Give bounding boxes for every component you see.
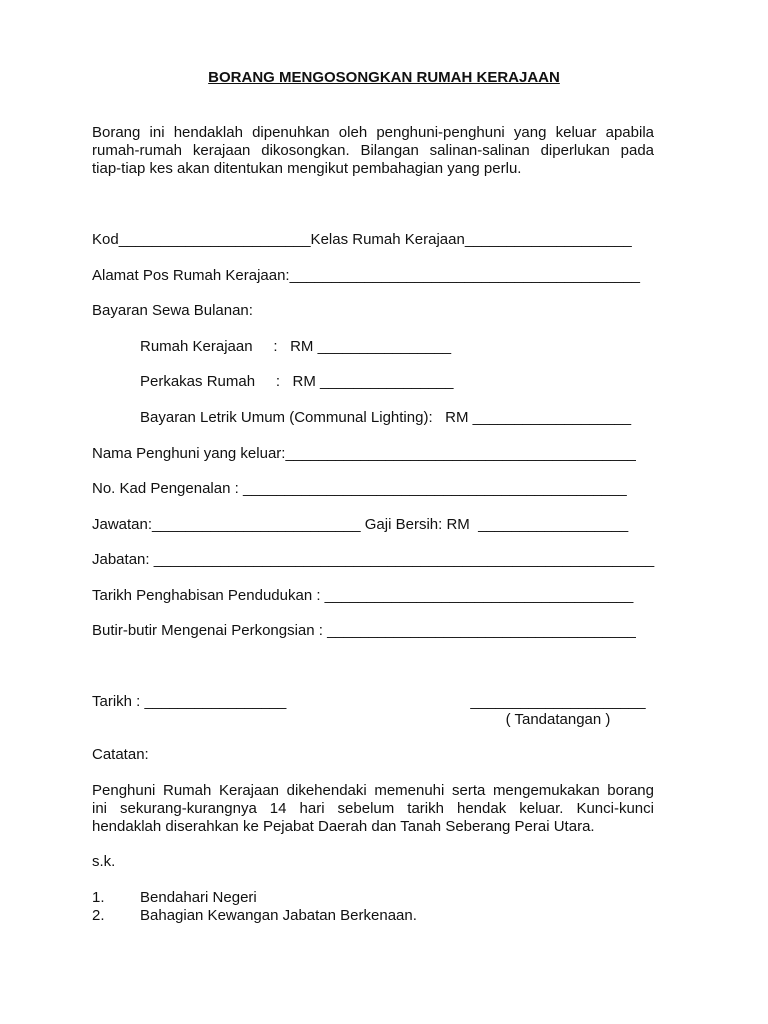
bayaran-sewa-label: Bayaran Sewa Bulanan: <box>92 302 253 319</box>
butir-perkongsian-field: Butir-butir Mengenai Perkongsian : _____________________________________ <box>92 622 636 639</box>
tarikh-penghabisan-field: Tarikh Penghabisan Pendudukan : _____________________________________ <box>92 587 634 604</box>
sk-item-text: Bahagian Kewangan Jabatan Berkenaan. <box>140 907 417 924</box>
kod-field: Kod_______________________Kelas Rumah Kerajaan____________________ <box>92 231 632 248</box>
jabatan-field: Jabatan: ____________________________________________________________ <box>92 551 655 568</box>
perkakas-rumah-field: Perkakas Rumah : RM ________________ <box>140 373 454 390</box>
sk-item-number: 2. <box>92 907 105 924</box>
jawatan-field: Jawatan:_________________________ Gaji Bersih: RM __________________ <box>92 516 629 533</box>
signature-line: _____________________ <box>470 693 646 710</box>
form-title: BORANG MENGOSONGKAN RUMAH KERAJAAN <box>208 69 560 86</box>
tandatangan-label: ( Tandatangan ) <box>505 711 611 728</box>
kad-pengenalan-field: No. Kad Pengenalan : ______________________________________________ <box>92 480 627 497</box>
intro-line: tiap-tiap kes akan ditentukan mengikut pembahagian yang perlu. <box>92 160 522 177</box>
intro-line: rumah-rumah kerajaan dikosongkan. Bilangan salinan-salinan diperlukan pada <box>92 142 654 159</box>
catatan-line: Penghuni Rumah Kerajaan dikehendaki memenuhi serta mengemukakan borang <box>92 782 654 799</box>
tarikh-field: Tarikh : _________________ <box>92 693 287 710</box>
catatan-heading: Catatan: <box>92 746 149 763</box>
sk-item-number: 1. <box>92 889 105 906</box>
catatan-line: ini sekurang-kurangnya 14 hari sebelum tarikh hendak keluar. Kunci-kunci <box>92 800 654 817</box>
intro-paragraph <box>92 124 654 178</box>
catatan-line: hendaklah diserahkan ke Pejabat Daerah dan Tanah Seberang Perai Utara. <box>92 818 595 835</box>
intro-line: Borang ini hendaklah dipenuhkan oleh penghuni-penghuni yang keluar apabila <box>92 124 654 141</box>
rumah-kerajaan-field: Rumah Kerajaan : RM ________________ <box>140 338 452 355</box>
sk-label: s.k. <box>92 853 116 870</box>
catatan-paragraph <box>92 782 654 836</box>
alamat-field: Alamat Pos Rumah Kerajaan:__________________________________________ <box>92 267 640 284</box>
sk-item-text: Bendahari Negeri <box>140 889 257 906</box>
bayaran-letrik-field: Bayaran Letrik Umum (Communal Lighting): RM ___________________ <box>140 409 632 426</box>
nama-penghuni-field: Nama Penghuni yang keluar:__________________________________________ <box>92 445 636 462</box>
